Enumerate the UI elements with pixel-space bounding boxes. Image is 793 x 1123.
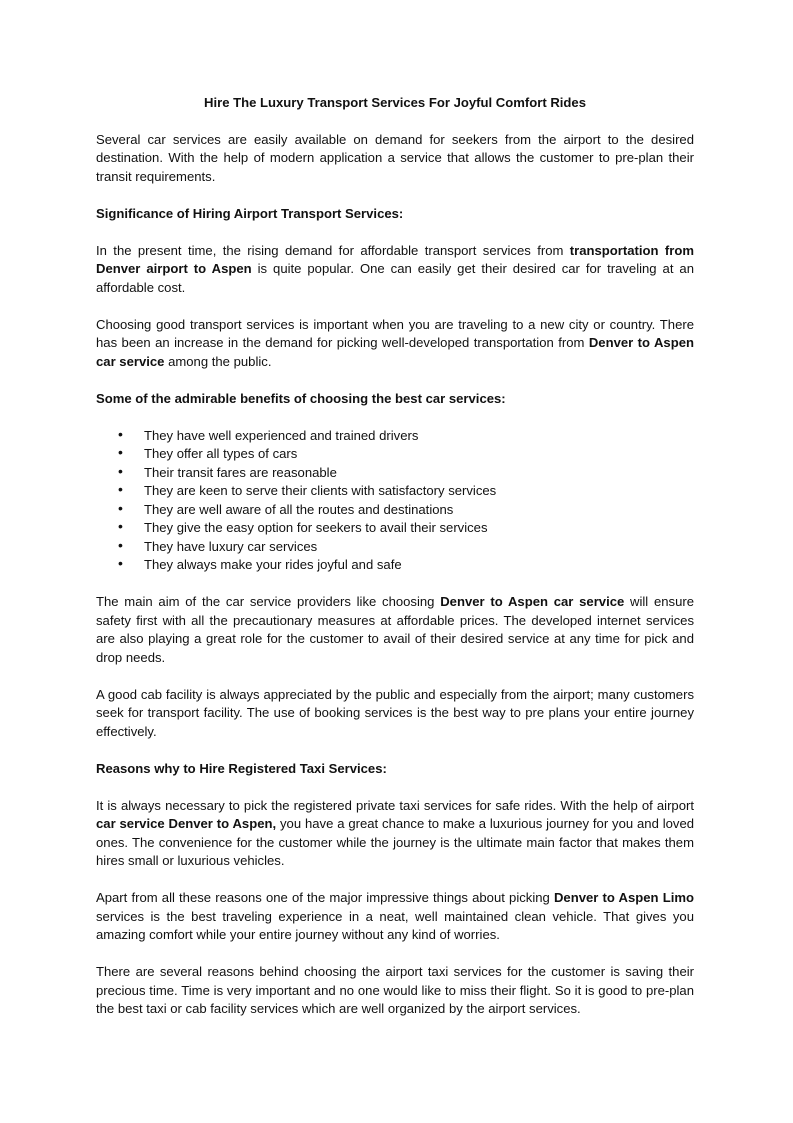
bullet-icon: •	[118, 536, 123, 553]
section-heading-benefits: Some of the admirable benefits of choosing the best car services:	[96, 390, 506, 406]
list-item-text: They have well experienced and trained drivers	[144, 427, 419, 443]
text: Apart from all these reasons one of the major impressive things about picking	[96, 890, 554, 905]
bullet-icon: •	[118, 518, 123, 534]
list-item-text: Their transit fares are reasonable	[144, 464, 337, 480]
list-item-text: They have luxury car services	[144, 538, 318, 554]
bold-link-text: transportation from Denver airport to Aspen	[96, 242, 695, 276]
text: Choosing good transport services is important when you are traveling to a new city or country. There has been an increase in the demand for picking well-developed transportation from	[96, 316, 694, 350]
list-item	[96, 538, 694, 557]
paragraph-choosing	[96, 316, 694, 372]
text: It is always necessary to pick the registered private taxi services for safe rides. With the help of airport	[96, 797, 694, 813]
text: among the public.	[164, 353, 272, 369]
list-item	[96, 482, 694, 501]
paragraph-cab-facility: A good cab facility is always appreciated by the public and especially from the airport; many customers seek for transport facility. The use of booking services is the best way to pre plans your entire journey effectively.	[96, 686, 694, 739]
list-item-text: They always make your rides joyful and safe	[144, 557, 402, 572]
text: is quite popular. One can easily get their desired car for traveling at an affordable cost.	[96, 261, 694, 295]
paragraph-main-aim	[96, 593, 694, 667]
document-body	[96, 94, 694, 1037]
text: will ensure safety first with all the precautionary measures at affordable prices. The developed internet services are also playing a great role for the customer to avail of their desired service at any time for pick and drop needs.	[96, 594, 694, 665]
paragraph-limo	[96, 889, 694, 945]
paragraph-registered-taxi	[96, 797, 694, 871]
list-item	[96, 519, 694, 538]
paragraph-saving-time: There are several reasons behind choosing the airport taxi services for the customer is saving their precious time. Time is very important and no one would like to miss their flight. So it is good to pre-plan the best taxi or cab facility services which are well organized by the airport services.	[96, 964, 694, 1016]
list-item	[96, 427, 694, 446]
list-item-text: They are well aware of all the routes and destinations	[144, 501, 454, 517]
list-item	[96, 464, 694, 483]
paragraph-significance	[96, 242, 694, 298]
section-heading-reasons: Reasons why to Hire Registered Taxi Services:	[96, 760, 387, 776]
bullet-icon: •	[118, 425, 123, 442]
bold-link-text: Denver to Aspen car service	[96, 335, 694, 369]
bullet-icon: •	[118, 462, 123, 479]
bullet-icon: •	[118, 444, 123, 460]
list-item	[96, 501, 694, 520]
text: In the present time, the rising demand for affordable transport services from	[96, 242, 570, 258]
bullet-icon: •	[118, 499, 123, 516]
list-item-text: They offer all types of cars	[144, 446, 298, 461]
bullet-icon: •	[118, 555, 123, 571]
text: you have a great chance to make a luxurious journey for you and loved ones. The convenience for the customer while the journey is the ultimate main factor that makes them hires small or luxurious vehicles.	[96, 816, 695, 868]
list-item-text: They are keen to serve their clients with satisfactory services	[144, 483, 497, 498]
intro-paragraph: Several car services are easily available on demand for seekers from the airport to the desired destination. With the help of modern application a service that allows the customer to pre-plan their transit requirements.	[96, 131, 694, 184]
list-item-text: They give the easy option for seekers to avail their services	[144, 520, 488, 535]
text: The main aim of the car service providers like choosing	[96, 594, 441, 609]
bold-link-text: Denver to Aspen car service	[440, 594, 625, 609]
benefits-list	[96, 427, 694, 575]
list-item	[96, 556, 694, 575]
bold-link-text: Denver to Aspen Limo	[553, 890, 694, 905]
section-heading-significance: Significance of Hiring Airport Transport Services:	[96, 205, 404, 221]
bold-link-text: car service Denver to Aspen,	[96, 816, 277, 831]
bullet-icon: •	[118, 481, 123, 497]
document-title: Hire The Luxury Transport Services For Joyful Comfort Rides	[204, 95, 586, 110]
text: services is the best traveling experience in a neat, well maintained clean vehicle. That gives you amazing comfort while your entire journey without any kind of worries.	[96, 908, 694, 942]
list-item	[96, 445, 694, 464]
